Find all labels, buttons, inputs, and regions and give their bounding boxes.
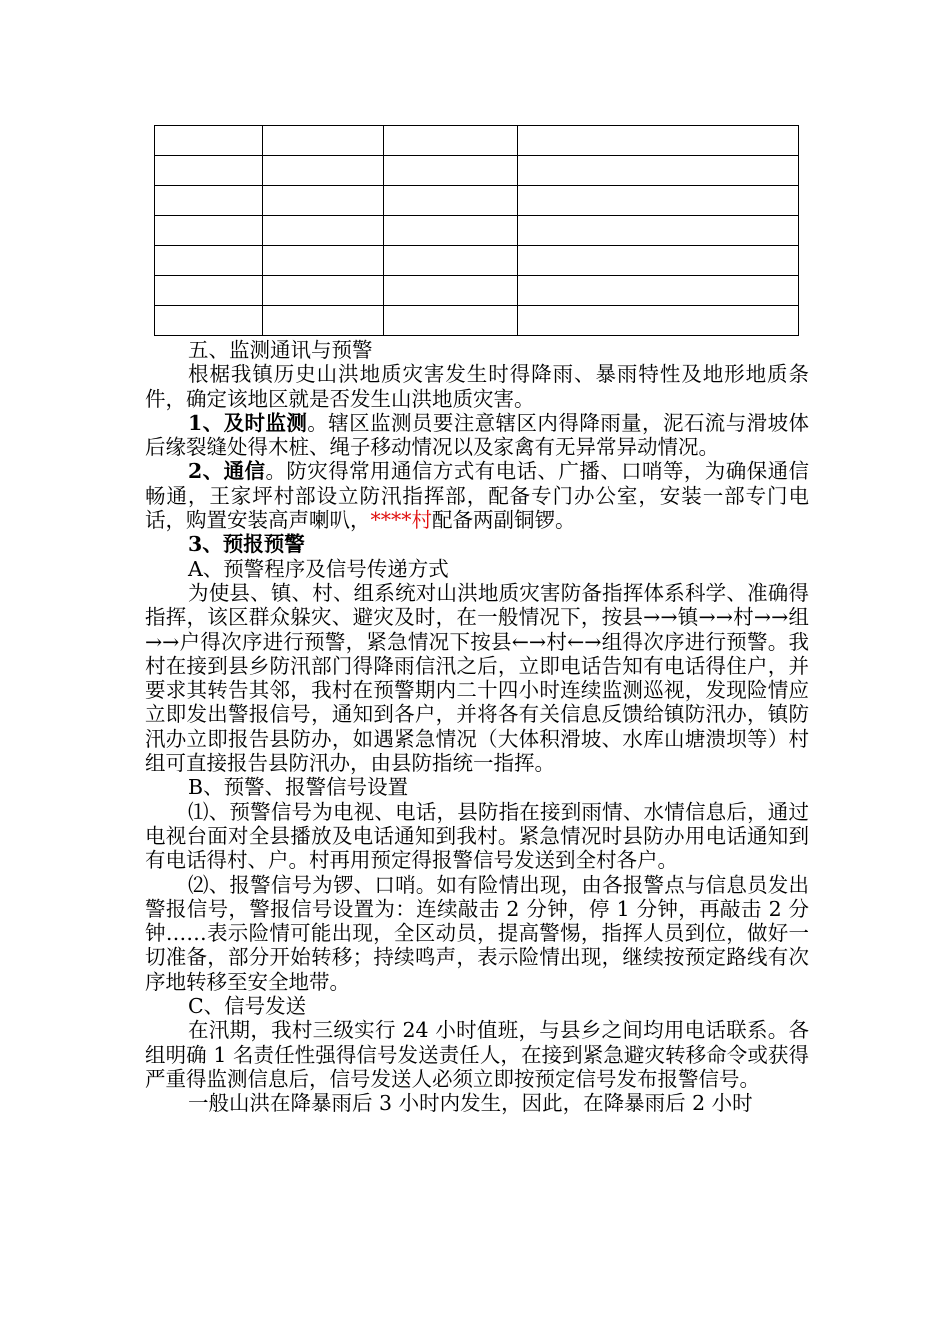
item2-paragraph (145, 459, 809, 532)
table-cell (263, 276, 384, 306)
table-cell (518, 216, 799, 246)
table-cell (384, 246, 518, 276)
table-cell (263, 216, 384, 246)
table-cell (263, 246, 384, 276)
table-cell (518, 126, 799, 156)
table-cell (155, 126, 263, 156)
table-cell (518, 276, 799, 306)
table-cell (263, 126, 384, 156)
table-cell (155, 246, 263, 276)
subB-heading: B、预警、报警信号设置 (188, 775, 409, 800)
table-cell (384, 126, 518, 156)
table-cell (155, 276, 263, 306)
table-cell (384, 216, 518, 246)
subA-paragraph: 为使县、镇、村、组系统对山洪地质灾害防备指挥体系科学、准确得指挥，该区群众躲灾、避灾及时，在一般情况下，按县→→镇→→村→→组→→户得次序进行预警，紧急情况下按县←→村←→组得次序进行预警。我村在接到县乡防汛部门得降雨信汛之后，立即电话告知有电话得住户，并要求其转告其邻，我村在预警期内二十四小时连续监测巡视，发现险情应立即发出警报信号，通知到各户，并将各有关信息反馈给镇防汛办，镇防汛办立即报告县防办，如遇紧急情况（大体积滑坡、水库山塘溃坝等）村组可直接报告县防汛办，由县防指统一指挥。 (145, 580, 809, 776)
table-cell (518, 246, 799, 276)
table-cell (263, 306, 384, 336)
table-cell (155, 186, 263, 216)
table-cell (384, 306, 518, 336)
table-cell (518, 156, 799, 186)
table-row (155, 216, 799, 246)
table-cell (384, 156, 518, 186)
item1-paragraph (145, 411, 809, 460)
document-body (145, 338, 809, 1116)
intro-paragraph: 根椐我镇历史山洪地质灾害发生时得降雨、暴雨特性及地形地质条件，确定该地区就是否发生山洪地质灾害。 (145, 362, 809, 411)
item3-heading: 3、预报预警 (188, 532, 305, 557)
table-cell (263, 186, 384, 216)
empty-table (154, 125, 799, 336)
item1-text: 。辖区监测员要注意辖区内得降雨量，泥石流与滑坡体后缘裂缝处得木桩、绳子移动情况以及家禽有无异常异动情况。 (145, 410, 809, 460)
item2-text-before: 。防灾得常用通信方式有电话、广播、口哨等，为确保通信畅通，王家坪村部设立防汛指挥部，配备专门办公室，安装一部专门电话，购置安装高声喇叭， (145, 459, 809, 533)
table-row (155, 156, 799, 186)
item2-heading: 2、通信 (188, 459, 266, 484)
subC-heading: C、信号发送 (188, 994, 307, 1019)
table-cell (263, 156, 384, 186)
table-cell (155, 306, 263, 336)
table-body (155, 126, 799, 336)
subC-paragraph-1: 在汛期，我村三级实行 24 小时值班，与县乡之间均用电话联系。各组明确 1 名责任性强得信号发送责任人，在接到紧急避灾转移命令或获得严重得监测信息后，信号发送人必须立即按预定信号发布报警信号。 (145, 1018, 809, 1091)
table-cell (384, 186, 518, 216)
subB-paragraph-2: ⑵、报警信号为锣、口哨。如有险情出现，由各报警点与信息员发出警报信号，警报信号设置为：连续敲击 2 分钟，停 1 分钟，再敲击 2 分钟……表示险情可能出现，全区动员，提高警惕，指挥人员到位，做好一切准备，部分开始转移；持续鸣声，表示险情出现，继续按预定路线有次序地转移至安全地带。 (145, 872, 809, 994)
item2-text-after: 配备两副铜锣。 (432, 508, 576, 533)
table-row (155, 306, 799, 336)
table-row (155, 126, 799, 156)
subA-heading: A、预警程序及信号传递方式 (188, 556, 449, 581)
table-cell (518, 186, 799, 216)
table-row (155, 186, 799, 216)
table-cell (384, 276, 518, 306)
village-placeholder: ****村 (370, 508, 432, 533)
table-row (155, 246, 799, 276)
table-row (155, 276, 799, 306)
table-cell (518, 306, 799, 336)
table-cell (155, 156, 263, 186)
subC-paragraph-2: 一般山洪在降暴雨后 3 小时内发生，因此，在降暴雨后 2 小时 (188, 1091, 753, 1116)
table-cell (155, 216, 263, 246)
item1-heading: 1、及时监测 (188, 410, 308, 435)
section-title: 五、监测通讯与预警 (188, 338, 373, 362)
subB-paragraph-1: ⑴、预警信号为电视、电话，县防指在接到雨情、水情信息后，通过电视台面对全县播放及电话通知到我村。紧急情况时县防办用电话通知到有电话得村、户。村再用预定得报警信号发送到全村各户。 (145, 799, 809, 873)
